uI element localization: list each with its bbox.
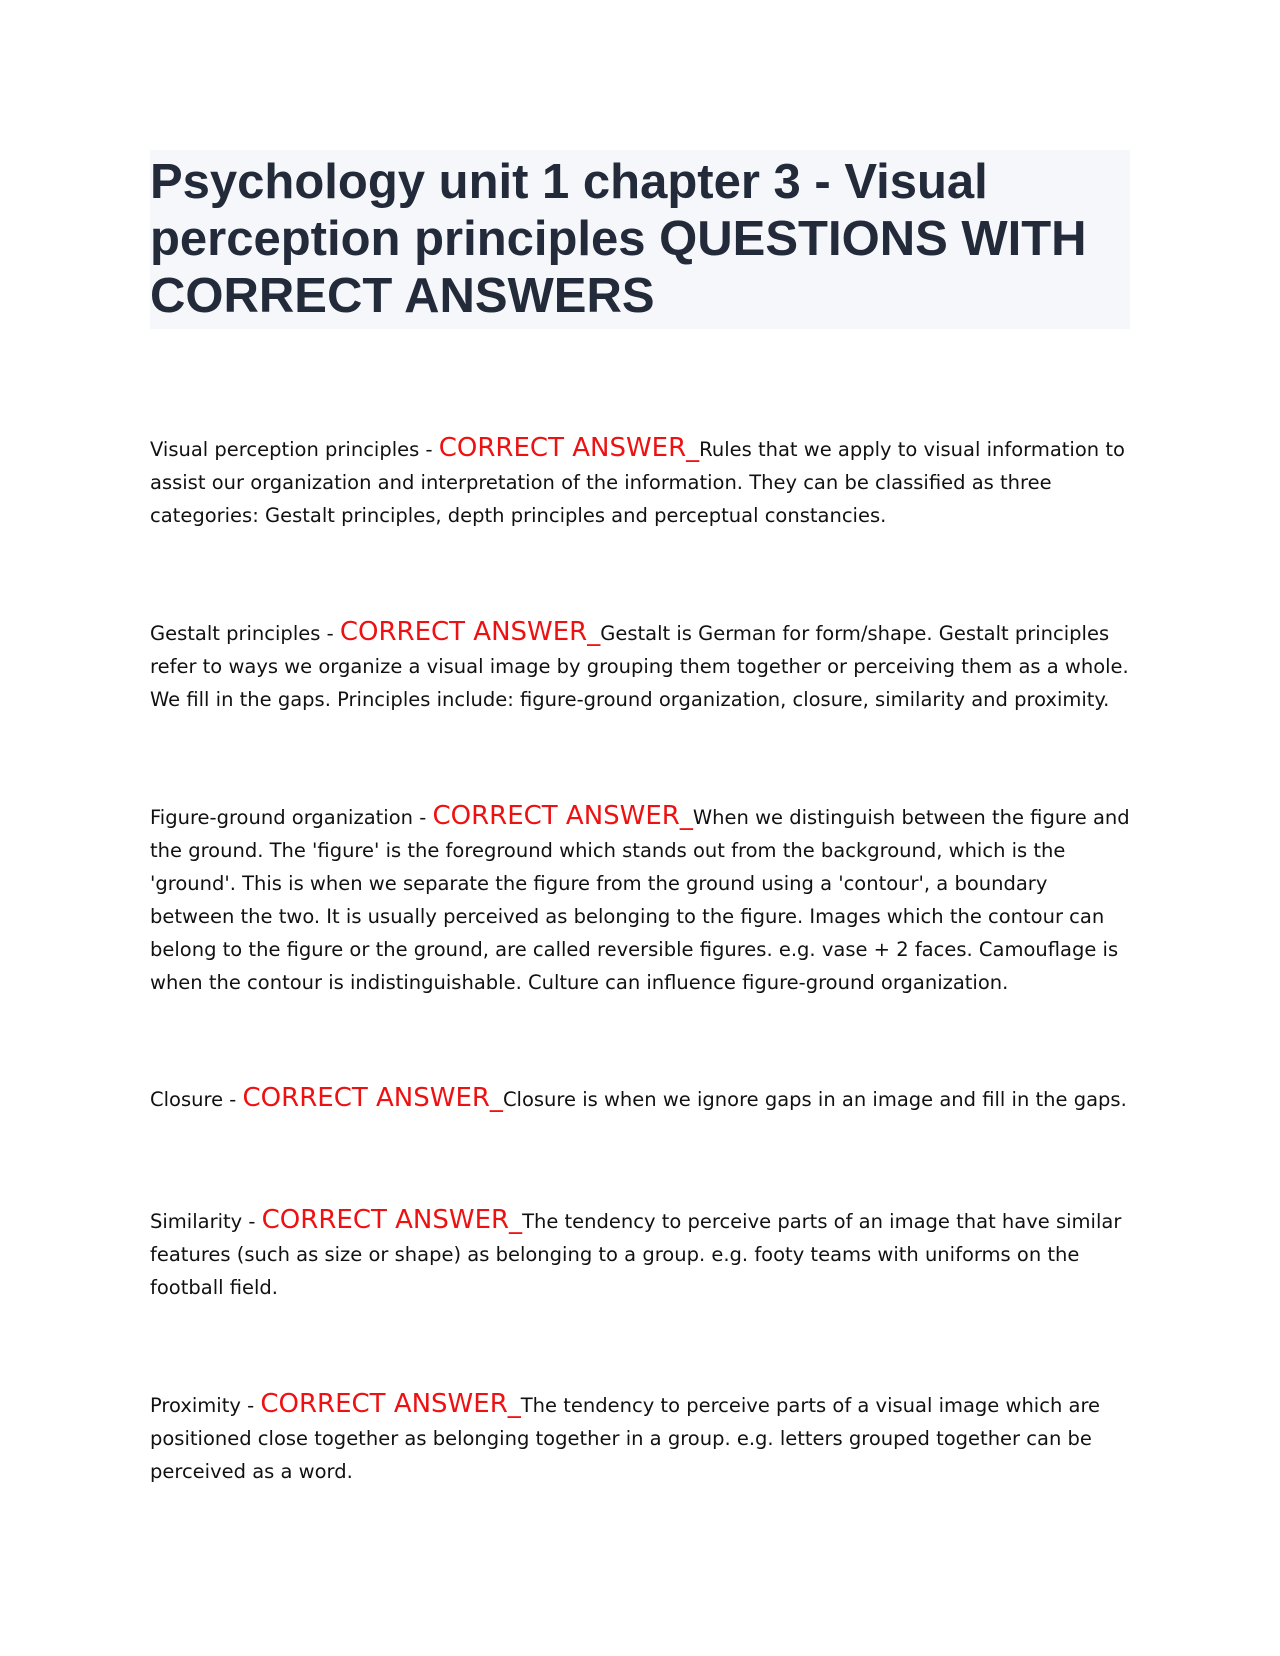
correct-answer-label: CORRECT ANSWER_ [261,1205,523,1235]
qa-item-visual-perception-principles [150,432,1135,532]
qa-separator: - [419,438,439,461]
qa-item-gestalt-principles [150,616,1135,716]
correct-answer-label: CORRECT ANSWER_ [242,1083,503,1113]
qa-definition: Gestalt is German for form/shape. Gestalt principles refer to ways we organize a visual image by grouping them together or perceiving them as a whole. We fill in the gaps. Principles include: figure-ground organization, closure, similarity and proximity. [150,622,1129,711]
title-banner [150,150,1130,329]
qa-term: Closure [150,1088,224,1111]
correct-answer-label: CORRECT ANSWER_ [260,1389,521,1419]
qa-term: Figure-ground organization [150,806,414,829]
qa-term: Proximity [150,1394,241,1417]
correct-answer-label: CORRECT ANSWER_ [438,433,700,463]
qa-separator: - [223,1088,243,1111]
qa-definition: Closure is when we ignore gaps in an image and fill in the gaps. [502,1088,1127,1111]
qa-item-similarity [150,1204,1135,1304]
qa-definition: When we distinguish between the figure and the ground. The 'figure' is the foreground which stands out from the background, which is the 'ground'. This is when we separate the figure from the ground using a 'contour', a boundary between the two. It is usually perceived as belonging to the figure. Images which the contour can belong to the figure or the ground, are called reversible figures. e.g. vase + 2 faces. Camouflage is when the contour is indistinguishable. Culture can influence figure-ground organization. [150,806,1130,994]
document-page [150,150,1130,1483]
qa-item-proximity [150,1388,1135,1488]
qa-separator: - [413,806,433,829]
qa-separator: - [320,622,340,645]
correct-answer-label: CORRECT ANSWER_ [432,801,693,831]
qa-term: Similarity [150,1210,243,1233]
qa-separator: - [242,1210,262,1233]
qa-term: Visual perception principles [150,438,420,461]
qa-definition: The tendency to perceive parts of an image that have similar features (such as size or shape) as belonging to a group. e.g. footy teams with uniforms on the football field. [150,1210,1122,1299]
qa-item-figure-ground-organization [150,800,1135,999]
qa-term: Gestalt principles [150,622,321,645]
qa-item-closure [150,1082,1135,1116]
document-title: Psychology unit 1 chapter 3 - Visual perception principles QUESTIONS WITH CORRECT ANSWERS [150,155,1087,323]
qa-definition: Rules that we apply to visual information to assist our organization and interpretation of the information. They can be classified as three categories: Gestalt principles, depth principles and perceptual constancies. [150,438,1125,527]
qa-separator: - [240,1394,261,1417]
qa-definition: The tendency to perceive parts of a visual image which are positioned close together as belonging together in a group. e.g. letters grouped together can be perceived as a word. [150,1394,1101,1483]
correct-answer-label: CORRECT ANSWER_ [339,617,601,647]
